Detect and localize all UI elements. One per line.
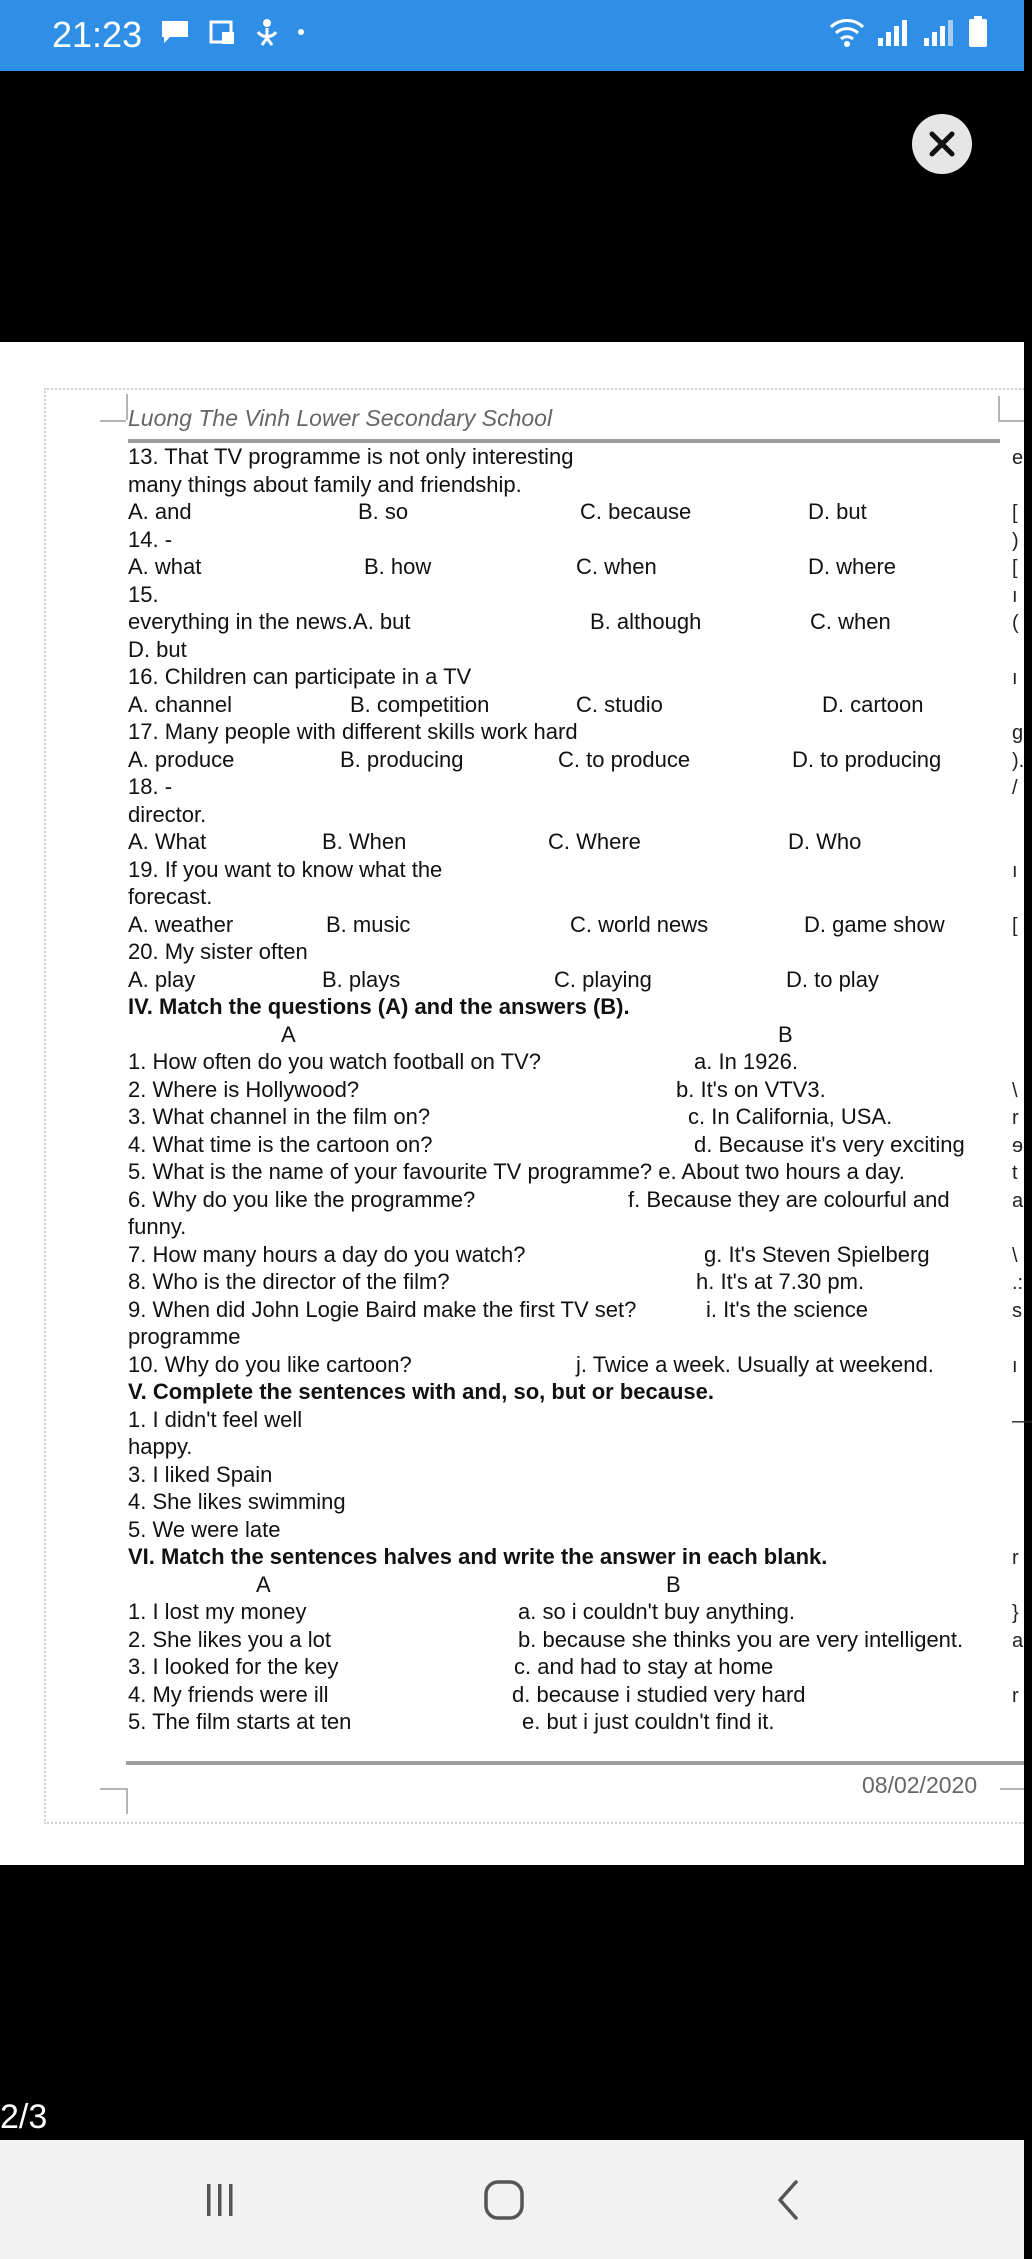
edge-glyph: e [1012, 447, 1024, 469]
signal-icon-2 [922, 18, 958, 46]
line-text: A. weather [128, 911, 234, 937]
line-text: 1. How often do you watch football on TV? [128, 1049, 541, 1074]
line-text: h. It's at 7.30 pm. [696, 1269, 865, 1294]
line-text: g. It's Steven Spielberg [704, 1241, 930, 1267]
line-text: 17. Many people with different skills work hard [128, 719, 578, 744]
viewer-bottom-area [0, 1865, 1024, 2140]
text-line [128, 1021, 998, 1049]
line-text: forecast. [128, 884, 213, 909]
line-text: 3. What channel in the film on? [128, 1104, 431, 1129]
edge-glyph: } [1012, 1602, 1019, 1624]
line-text: B. music [326, 911, 411, 937]
line-text: B. plays [322, 966, 401, 992]
text-line [128, 1488, 998, 1516]
line-text: 7. How many hours a day do you watch? [128, 1241, 526, 1267]
line-text: D. game show [804, 911, 945, 937]
line-text: B. When [322, 829, 407, 854]
edge-glyph: ) [1012, 529, 1019, 552]
line-text: A. what [128, 554, 202, 579]
line-text: A. produce [128, 746, 235, 772]
line-text: 10. Why do you like cartoon? [128, 1351, 412, 1377]
line-text: A. play [128, 966, 196, 992]
document-page[interactable] [0, 342, 1032, 1865]
line-text: a. In 1926. [694, 1049, 798, 1074]
line-text: b. because she thinks you are very intelligent. [518, 1626, 964, 1652]
line-text: B. competition [350, 691, 490, 717]
line-text: 5. We were late [128, 1516, 281, 1542]
crop-mark [998, 396, 1000, 420]
line-text: 16. Children can participate in a TV [128, 664, 472, 689]
line-text: B. producing [340, 746, 464, 772]
line-text: D. cartoon [822, 691, 924, 717]
edge-glyph: — [1012, 1409, 1032, 1432]
text-line [128, 828, 998, 856]
line-text: D. to play [786, 966, 879, 992]
text-line [128, 1213, 998, 1241]
line-text: B. so [358, 499, 409, 524]
footer-date: 08/02/2020 [862, 1772, 978, 1798]
line-text: director. [128, 801, 207, 827]
home-icon [482, 2178, 526, 2222]
edge-glyph: .: [1012, 1272, 1024, 1294]
text-line [128, 526, 998, 554]
line-text: c. In California, USA. [688, 1104, 893, 1129]
text-line [128, 1571, 998, 1599]
text-line [128, 746, 998, 774]
line-text: C. because [580, 499, 692, 524]
more-dot-icon [298, 29, 304, 35]
line-text: D. but [128, 636, 187, 662]
text-line [128, 636, 998, 664]
viewer-top-area [0, 71, 1024, 342]
text-line [128, 1378, 998, 1406]
text-line [128, 1516, 998, 1544]
line-text: 5. What is the name of your favourite TV programme? e. About two hours a day. [128, 1159, 905, 1184]
line-text: A. What [128, 829, 207, 854]
text-line [128, 1076, 998, 1104]
line-text: d. Because it's very exciting [694, 1131, 965, 1157]
line-text: D. where [808, 554, 897, 579]
back-icon [770, 2178, 806, 2222]
line-text: 19. If you want to know what the [128, 856, 443, 882]
line-text: 4. What time is the cartoon on? [128, 1131, 433, 1157]
line-text: D. but [808, 499, 867, 524]
line-text: a. so i couldn't buy anything. [518, 1599, 795, 1624]
line-text: funny. [128, 1214, 187, 1239]
text-line [128, 1708, 998, 1736]
edge-glyph: ɘ [1012, 1134, 1024, 1157]
edge-glyph: ı [1012, 667, 1018, 689]
line-text: 8. Who is the director of the film? [128, 1269, 450, 1294]
edge-glyph: r [1012, 1107, 1019, 1129]
line-text: C. when [576, 554, 657, 579]
text-line [128, 801, 998, 829]
text-line [128, 993, 998, 1021]
signal-icon-1 [876, 18, 912, 46]
status-time: 21:23 [52, 14, 143, 55]
home-button[interactable] [474, 2170, 534, 2230]
line-text: D. Who [788, 829, 862, 854]
line-text: b. It's on VTV3. [676, 1076, 826, 1102]
text-line [128, 1681, 998, 1709]
crop-mark [998, 420, 1024, 422]
line-text: D. to producing [792, 746, 942, 772]
text-line [128, 1323, 998, 1351]
line-text: f. Because they are colourful and [628, 1186, 950, 1212]
text-line [128, 1296, 998, 1324]
edge-glyph: a [1012, 1629, 1024, 1652]
line-text: programme [128, 1324, 241, 1349]
text-line [128, 1598, 998, 1626]
edge-glyph: / [1012, 777, 1018, 799]
school-header: Luong The Vinh Lower Secondary School [128, 405, 553, 431]
line-text: VI. Match the sentences halves and write the answer in each blank. [128, 1544, 828, 1569]
edge-glyph: \ [1012, 1244, 1018, 1267]
line-text: 4. She likes swimming [128, 1489, 346, 1514]
edge-glyph: ı [1012, 859, 1018, 882]
text-line [128, 581, 998, 609]
line-text: A [256, 1571, 271, 1597]
text-line [128, 1103, 998, 1131]
chat-icon [160, 19, 190, 45]
text-line [128, 966, 998, 994]
line-text: 3. I looked for the key [128, 1654, 339, 1679]
line-text: C. Where [548, 829, 641, 854]
text-line [128, 911, 998, 939]
close-icon [927, 129, 957, 159]
back-button[interactable] [758, 2170, 818, 2230]
text-line [128, 443, 998, 471]
line-text: C. when [810, 609, 891, 634]
line-text: everything in the news.A. but [128, 609, 411, 634]
text-line [128, 856, 998, 884]
notification-icons [160, 18, 304, 46]
line-text: d. because i studied very hard [512, 1681, 806, 1707]
edge-glyph: r [1012, 1547, 1019, 1569]
text-line [128, 1131, 998, 1159]
navigation-bar [0, 2140, 1024, 2259]
edge-glyph: r [1012, 1684, 1019, 1707]
text-line [128, 1461, 998, 1489]
line-text: 4. My friends were ill [128, 1681, 329, 1707]
calendar-icon [208, 18, 236, 46]
text-line [128, 938, 998, 966]
close-button[interactable] [912, 114, 972, 174]
accessibility-icon [254, 18, 280, 46]
system-icons [828, 16, 988, 48]
edge-glyph: \ [1012, 1079, 1018, 1102]
status-bar [0, 0, 1024, 71]
line-text: 2. Where is Hollywood? [128, 1076, 360, 1102]
edge-glyph: ). [1012, 749, 1025, 772]
line-text: 6. Why do you like the programme? [128, 1186, 476, 1212]
text-line [128, 1158, 998, 1186]
text-line [128, 498, 998, 526]
line-text: A. channel [128, 691, 232, 717]
text-line [128, 608, 998, 636]
text-line [128, 883, 998, 911]
text-line [128, 1241, 998, 1269]
edge-glyph: s [1012, 1299, 1022, 1322]
line-text: 20. My sister often [128, 939, 308, 964]
text-line [128, 1268, 998, 1296]
line-text: C. world news [570, 911, 709, 937]
line-text: 5. The film starts at ten [128, 1709, 352, 1734]
edge-glyph: [ [1012, 557, 1018, 579]
crop-mark [126, 1788, 128, 1814]
footer-rule [126, 1761, 1024, 1765]
line-text: A [281, 1021, 296, 1047]
text-line [128, 471, 998, 499]
text-line [128, 1653, 998, 1681]
text-line [128, 1048, 998, 1076]
text-line [128, 1626, 998, 1654]
text-line [128, 1543, 998, 1571]
line-text: A. and [128, 499, 192, 524]
edge-glyph: g [1012, 722, 1024, 744]
line-text: C. playing [554, 966, 652, 992]
edge-glyph: a [1012, 1189, 1024, 1212]
line-text: B. how [364, 554, 432, 579]
text-line [128, 1433, 998, 1461]
line-text: 2. She likes you a lot [128, 1626, 332, 1652]
recent-apps-icon [200, 2180, 240, 2220]
line-text: V. Complete the sentences with and, so, but or because. [128, 1379, 714, 1404]
edge-glyph: t [1012, 1162, 1018, 1184]
worksheet-text [128, 443, 998, 1736]
page-indicator: 2/3 [0, 2098, 48, 2136]
line-text: 18. - [128, 774, 173, 799]
text-line [128, 773, 998, 801]
text-line [128, 1406, 998, 1434]
edge-glyph: ( [1012, 612, 1019, 634]
wifi-icon [828, 17, 866, 47]
edge-glyph: ı [1012, 584, 1018, 607]
text-line [128, 553, 998, 581]
crop-mark [1000, 1788, 1024, 1790]
line-text: B [778, 1021, 793, 1047]
line-text: j. Twice a week. Usually at weekend. [576, 1351, 934, 1377]
line-text: 13. That TV programme is not only interesting [128, 444, 574, 469]
line-text: C. studio [576, 691, 663, 717]
line-text: B [666, 1571, 681, 1597]
line-text: 14. - [128, 526, 173, 552]
edge-glyph: [ [1012, 502, 1018, 524]
line-text: 1. I lost my money [128, 1599, 307, 1624]
line-text: happy. [128, 1434, 193, 1459]
line-text: 15. [128, 581, 159, 607]
line-text: C. to produce [558, 746, 691, 772]
line-text: 1. I didn't feel well [128, 1406, 303, 1432]
crop-mark [100, 1788, 126, 1790]
text-line [128, 1186, 998, 1214]
line-text: B. although [590, 609, 702, 634]
text-line [128, 663, 998, 691]
text-line [128, 718, 998, 746]
line-text: many things about family and friendship. [128, 471, 522, 497]
text-line [128, 1351, 998, 1379]
line-text: i. It's the science [706, 1296, 868, 1322]
recent-apps-button[interactable] [190, 2170, 250, 2230]
line-text: 9. When did John Logie Baird make the first TV set? [128, 1296, 637, 1322]
line-text: IV. Match the questions (A) and the answers (B). [128, 994, 630, 1019]
text-line [128, 691, 998, 719]
line-text: 3. I liked Spain [128, 1461, 273, 1487]
line-text: c. and had to stay at home [514, 1654, 774, 1679]
crop-mark [100, 420, 126, 422]
battery-icon [968, 16, 988, 48]
edge-glyph: [ [1012, 914, 1018, 937]
line-text: e. but i just couldn't find it. [522, 1709, 775, 1734]
edge-glyph: ı [1012, 1354, 1018, 1377]
